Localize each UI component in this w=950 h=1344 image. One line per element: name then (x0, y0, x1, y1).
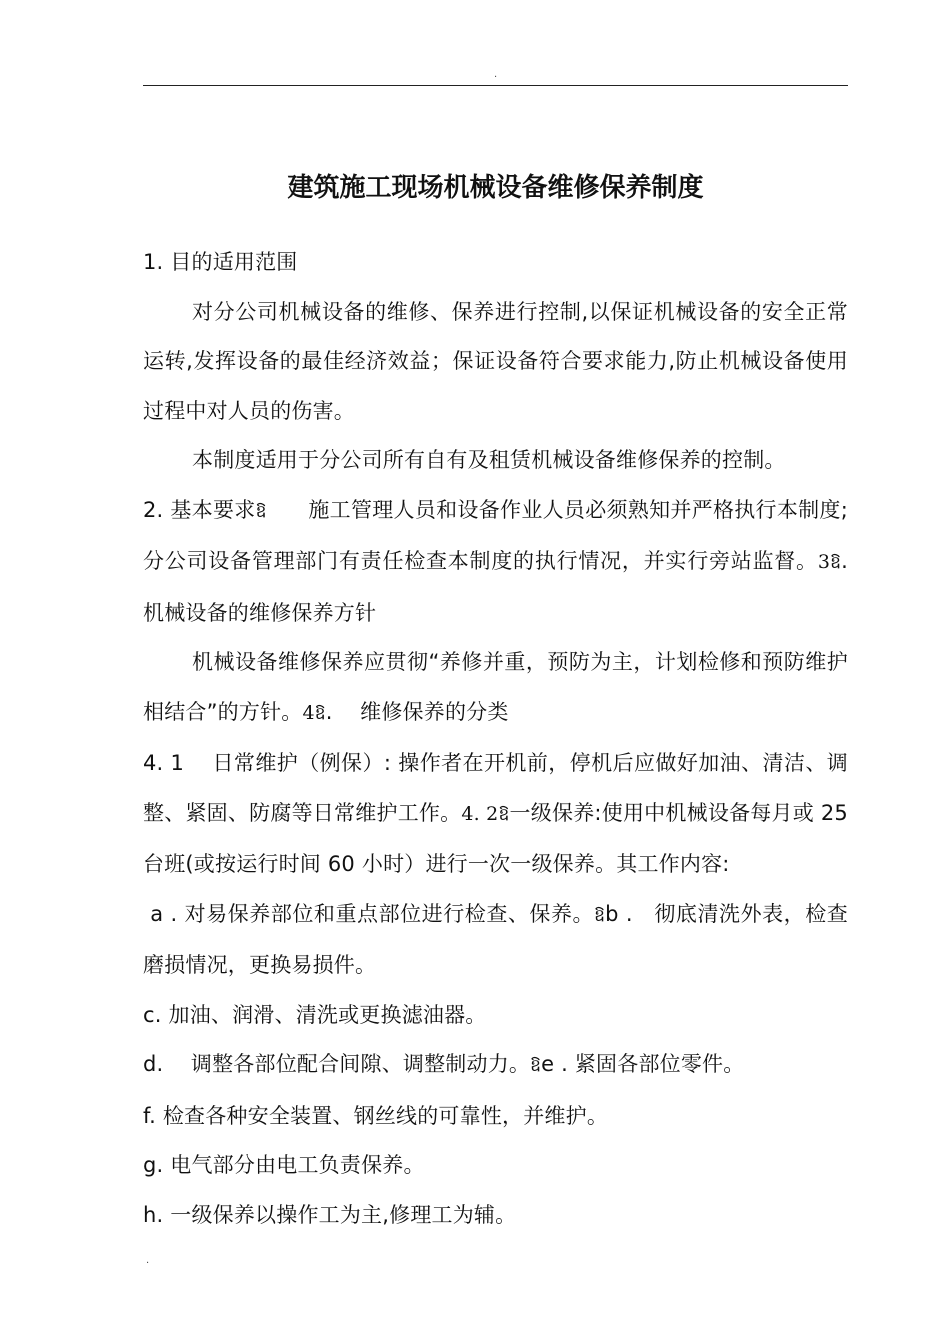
section-3-heading: . 机械设备的维修保养方针 (143, 549, 848, 625)
item-d-e-paragraph (143, 1040, 848, 1092)
item-e: e . 紧固各部位零件。 (541, 1052, 745, 1076)
item-c: c. 加油、润滑、清洗或更换滤油器。 (143, 1002, 487, 1027)
item-f: f. 检查各种安全装置、钢丝线的可靠性，并维护。 (143, 1103, 609, 1128)
section-1-heading: 1. 目的适用范围 (143, 250, 298, 274)
section-4-number: 4 (302, 701, 315, 724)
section-3-text: 机械设备维修保养应贯彻“养修并重，预防为主，计划检修和预防维护相结合”的方针。 (143, 650, 848, 724)
bullet-mark: ឱ (314, 703, 326, 724)
section-4-heading: . 维修保养的分类 (325, 699, 509, 724)
bullet-mark: ឱ (830, 553, 842, 573)
item-b: b . 彻底清洗外表，检查磨损情况，更换易损件。 (143, 901, 848, 977)
item-h: h. 一级保养以操作工为主,修理工为辅。 (143, 1202, 517, 1227)
section-4-2-number: 4. 2 (461, 802, 499, 825)
bullet-mark: ឱ (498, 804, 510, 825)
section-2-heading: 2. 基本要求 (143, 497, 256, 522)
section-3-paragraph (143, 638, 848, 739)
item-a: a . 对易保养部位和重点部位进行检查、保养。 (143, 901, 595, 926)
header-dot: . (494, 69, 498, 80)
item-g: g. 电气部分由电工负责保养。 (143, 1153, 425, 1177)
section-3-number: 3 (817, 551, 831, 573)
bullet-mark: ឱ (594, 905, 606, 926)
section-1-paragraph-1: 对分公司机械设备的维修、保养进行控制,以保证机械设备的安全正常运转,发挥设备的最佳经济效益；保证设备符合要求能力,防止机械设备使用过程中对人员的伤害。 (143, 299, 848, 423)
bullet-mark: ឱ (530, 1056, 542, 1076)
section-4-2-text: 一级保养:使用中机械设备每月或 25 台班(或按运行时间 60 小时）进行一次一级保养。其工作内容: (143, 800, 848, 876)
section-2-text: 施工管理人员和设备作业人员必须熟知并严格执行本制度;分公司设备管理部门有责任检查本制度的执行情况，并实行旁站监督。 (143, 497, 848, 573)
section-2-paragraph (143, 486, 848, 639)
bullet-mark: ឱ (255, 501, 267, 522)
section-4-1-text: 4. 1 日常维护（例保）: 操作者在开机前，停机后应做好加油、清洁、调整、紧固、防腐等日常维护工作。 (143, 751, 848, 825)
header-rule (143, 85, 848, 86)
document-body (143, 238, 848, 1240)
item-a-b-paragraph (143, 890, 848, 991)
section-1-paragraph-2: 本制度适用于分公司所有自有及租赁机械设备维修保养的控制。 (192, 448, 786, 472)
section-4-1-paragraph (143, 739, 848, 890)
footer-dot: . (146, 1255, 150, 1266)
document-title: 建筑施工现场机械设备维修保养制度 (287, 173, 704, 203)
item-d: d. 调整各部位配合间隙、调整制动力。 (143, 1052, 531, 1076)
